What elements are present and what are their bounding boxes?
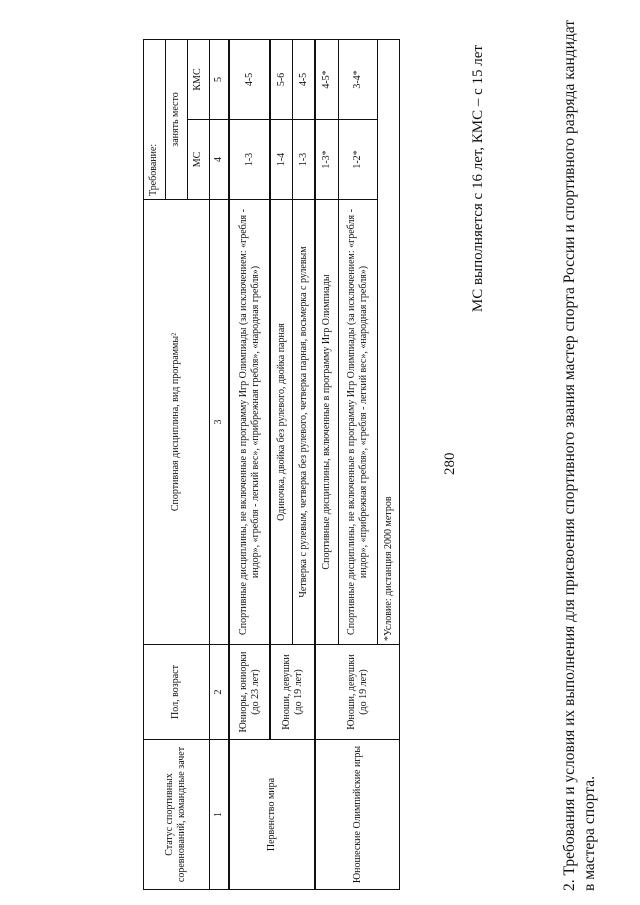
header-place: занять место: [165, 39, 187, 199]
table-row: [315, 39, 338, 889]
status-world-championship: Первенство мира: [229, 740, 315, 890]
header-status: Статус спортивных соревнований, командные зачет: [144, 740, 210, 890]
gender-age-youth: Юноши, девушки (до 19 лет): [270, 645, 315, 740]
page-number: 280: [442, 452, 458, 475]
table-row: [229, 39, 270, 889]
ms-place: 1-4: [270, 120, 293, 200]
discipline-cell: Четверка с рулевым, четверка без рулевого, четверка парная, восьмерка с рулевым: [293, 200, 316, 645]
col-number: 4: [209, 120, 229, 200]
kms-place: 5-6: [270, 39, 293, 119]
ms-place: 1-3*: [315, 120, 338, 200]
discipline-cell: Спортивные дисциплины, не включенные в программу Игр Олимпиады (за исключением: «гребля - индор», «гребля - легкий вес», «прибрежная гребля», «народная гребля»): [229, 200, 270, 645]
column-numbers-row: [209, 39, 229, 889]
header-ms: МС: [187, 120, 209, 200]
discipline-cell: Спортивные дисциплины, включенные в программу Игр Олимпиады: [315, 200, 338, 645]
discipline-cell: Спортивные дисциплины, не включенные в программу Игр Олимпиады (за исключением: «гребля - индор», «прибрежная гребля», «гребля - легкий вес», «народная гребля»): [338, 200, 377, 645]
ms-place: 1-3: [293, 120, 316, 200]
header-kms: КМС: [187, 39, 209, 119]
gender-age-youth-olympics: Юноши, девушки (до 19 лет): [315, 645, 399, 740]
header-discipline: Спортивная дисциплина, вид программы²: [144, 200, 210, 645]
col-number: 5: [209, 39, 229, 119]
col-number: 3: [209, 200, 229, 645]
footnote-condition: *Условие: дистанция 2000 метров: [378, 39, 400, 644]
section-heading: 2. Требования и условия их выполнения для присвоения спортивного звания мастер спорта России и спортивного разряда кандидат в мастера спорта.: [561, 19, 598, 891]
kms-place: 4-5: [229, 39, 270, 119]
status-youth-olympics: Юношеские Олимпийские игры: [315, 740, 399, 890]
kms-place: 3-4*: [338, 39, 377, 119]
col-number: 1: [209, 740, 229, 890]
header-requirement: Требование:: [144, 39, 166, 199]
kms-place: 4-5*: [315, 39, 338, 119]
header-gender-age: Пол, возраст: [144, 645, 210, 740]
kms-place: 4-5: [293, 39, 316, 119]
requirements-table: [143, 39, 400, 890]
ms-place: 1-3: [229, 120, 270, 200]
gender-age-juniors: Юниоры, юниорки (до 23 лет): [229, 645, 270, 740]
header-row-1: [144, 39, 166, 889]
ms-place: 1-2*: [338, 120, 377, 200]
age-condition: МС выполняется с 16 лет, КМС – с 15 лет: [470, 45, 486, 313]
col-number: 2: [209, 645, 229, 740]
discipline-cell: Одиночка, двойка без рулевого, двойка парная: [270, 200, 293, 645]
